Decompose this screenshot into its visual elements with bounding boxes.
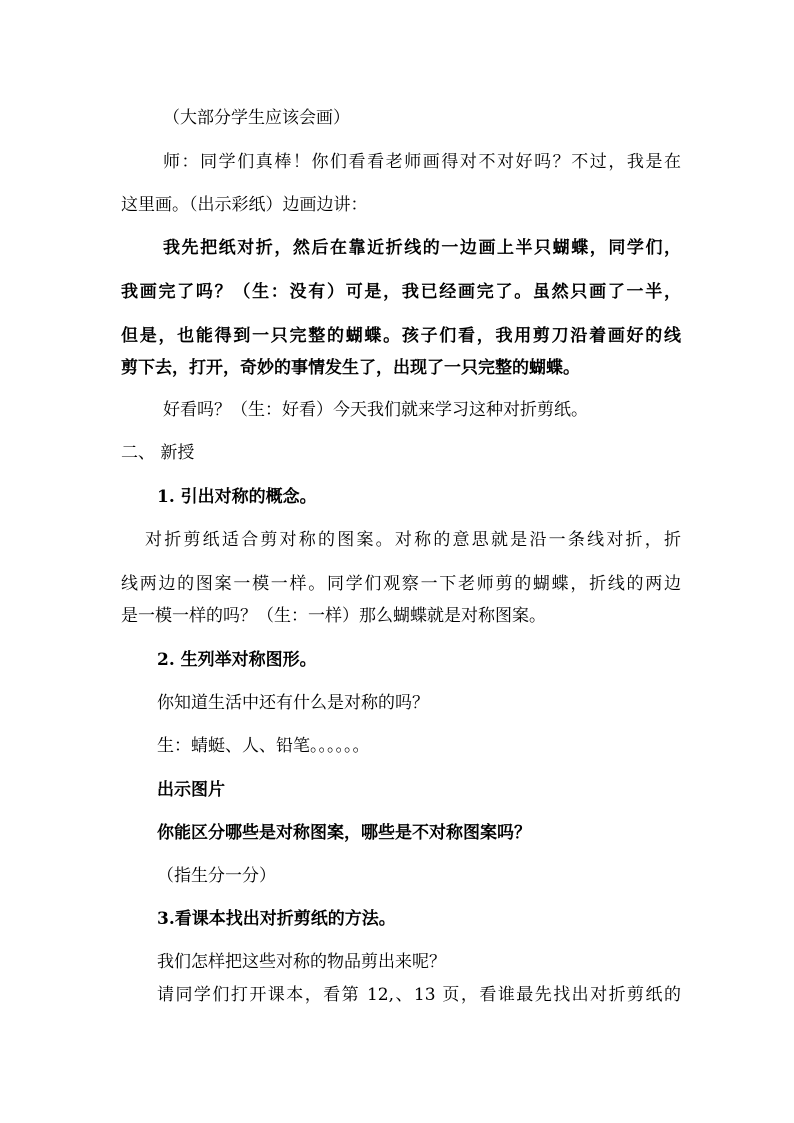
paragraph-fold-paper-cont-2: 但是，也能得到一只完整的蝴蝶。孩子们看，我用剪刀沿着画好的线 — [121, 326, 681, 346]
paragraph-symmetry-definition-cont-2: 是一模一样的吗？（生：一样）那么蝴蝶就是对称图案。 — [121, 606, 546, 626]
paragraph-fold-paper-cont-1: 我画完了吗？（生：没有）可是，我已经画完了。虽然只画了一半， — [121, 282, 681, 302]
subheading-list-symmetric-shapes: 2. 生列举对称图形。 — [157, 650, 317, 670]
paragraph-show-pictures: 出示图片 — [157, 780, 225, 800]
paragraph-distinguish-symmetric: 你能区分哪些是对称图案，哪些是不对称图案吗？ — [157, 823, 531, 843]
subheading-concept-of-symmetry: 1. 引出对称的概念。 — [157, 487, 317, 507]
paragraph-note-most-students-can-draw: （大部分学生应该会画） — [163, 108, 350, 128]
paragraph-open-textbook: 请同学们打开课本，看第 12,、13 页，看谁最先找出对折剪纸的 — [157, 985, 681, 1005]
paragraph-how-to-cut: 我们怎样把这些对称的物品剪出来呢？ — [157, 952, 446, 972]
paragraph-looks-good: 好看吗？（生：好看）今天我们就来学习这种对折剪纸。 — [163, 400, 588, 420]
paragraph-fold-paper: 我先把纸对折，然后在靠近折线的一边画上半只蝴蝶，同学们， — [163, 238, 681, 258]
paragraph-teacher-praise-cont: 这里画。（出示彩纸）边画边讲： — [121, 195, 368, 215]
paragraph-symmetry-definition-cont-1: 线两边的图案一模一样。同学们观察一下老师剪的蝴蝶，折线的两边 — [121, 574, 681, 594]
paragraph-student-answer: 生：蜻蜓、人、铅笔。。。。。。 — [157, 736, 370, 756]
subheading-find-method-in-textbook: 3.看课本找出对折剪纸的方法。 — [157, 909, 396, 929]
paragraph-teacher-praise: 师：同学们真棒！你们看看老师画得对不对好吗？不过，我是在 — [163, 152, 681, 172]
paragraph-fold-paper-cont-3: 剪下去，打开，奇妙的事情发生了，出现了一只完整的蝴蝶。 — [121, 358, 580, 378]
section-heading-new-lesson: 二、 新授 — [121, 443, 195, 463]
paragraph-students-sort: （指生分一分） — [157, 866, 276, 886]
paragraph-question-symmetric-things: 你知道生活中还有什么是对称的吗？ — [157, 693, 429, 713]
paragraph-symmetry-definition: 对折剪纸适合剪对称的图案。对称的意思就是沿一条线对折，折 — [145, 530, 681, 550]
